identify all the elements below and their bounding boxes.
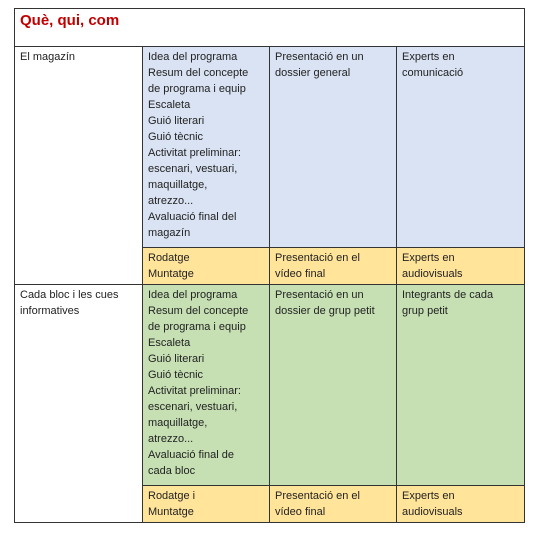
production-cell	[143, 248, 270, 285]
production-line: Muntatge	[148, 506, 194, 518]
activity-item: escenari, vestuari,	[148, 163, 238, 175]
activity-item: Guió literari	[148, 353, 205, 365]
who-line: Integrants de cada	[402, 289, 494, 301]
presentation-cell	[270, 285, 397, 486]
production-who-line: Experts en	[402, 252, 455, 264]
presentation-line: dossier general	[275, 67, 351, 79]
table-row	[15, 285, 525, 486]
production-presentation-line: vídeo final	[275, 268, 326, 280]
production-presentation-line: Presentació en el	[275, 490, 360, 502]
production-who-cell	[397, 486, 525, 523]
title-cell	[15, 9, 525, 47]
row-label-line: Cada bloc i les cues	[20, 289, 119, 301]
production-who-line: audiovisuals	[402, 506, 463, 518]
activity-item: Resum del concepte	[148, 67, 249, 79]
activity-item: atrezzo...	[148, 195, 194, 207]
activity-item: de programa i equip	[148, 321, 246, 333]
activity-item: Avaluació final de	[148, 449, 235, 461]
production-presentation-line: Presentació en el	[275, 252, 360, 264]
row-label-line: informatives	[20, 305, 80, 317]
table-row	[15, 47, 525, 248]
production-who-line: Experts en	[402, 490, 455, 502]
activity-item: Activitat preliminar:	[148, 385, 241, 397]
activity-item: Escaleta	[148, 99, 191, 111]
production-cell	[143, 486, 270, 523]
activity-item: Idea del programa	[148, 289, 238, 301]
activity-item: magazín	[148, 227, 191, 239]
presentation-line: Presentació en un	[275, 51, 364, 63]
planning-table	[14, 8, 525, 523]
activities-cell	[143, 47, 270, 248]
production-presentation-cell	[270, 486, 397, 523]
activity-item: Guió tècnic	[148, 369, 204, 381]
activity-item: Escaleta	[148, 337, 191, 349]
activity-item: escenari, vestuari,	[148, 401, 238, 413]
activity-item: maquillatge,	[148, 417, 208, 429]
production-who-line: audiovisuals	[402, 268, 463, 280]
presentation-line: dossier de grup petit	[275, 305, 375, 317]
who-line: comunicació	[402, 67, 464, 79]
row-label-cell	[15, 47, 143, 285]
who-line: Experts en	[402, 51, 455, 63]
activity-item: maquillatge,	[148, 179, 208, 191]
production-line: Rodatge i	[148, 490, 196, 502]
activities-cell	[143, 285, 270, 486]
table-title: Què, qui, com	[20, 12, 120, 29]
activity-item: Activitat preliminar:	[148, 147, 241, 159]
presentation-cell	[270, 47, 397, 248]
who-cell	[397, 47, 525, 248]
activity-item: de programa i equip	[148, 83, 246, 95]
activity-item: Idea del programa	[148, 51, 238, 63]
title-row	[15, 9, 525, 47]
production-line: Muntatge	[148, 268, 194, 280]
activity-item: Resum del concepte	[148, 305, 249, 317]
production-line: Rodatge	[148, 252, 190, 264]
row-label: El magazín	[20, 51, 76, 63]
activity-item: Avaluació final del	[148, 211, 237, 223]
activity-item: atrezzo...	[148, 433, 194, 445]
who-line: grup petit	[402, 305, 448, 317]
activity-item: Guió tècnic	[148, 131, 204, 143]
activity-item: Guió literari	[148, 115, 205, 127]
activity-item: cada bloc	[148, 465, 196, 477]
who-cell	[397, 285, 525, 486]
presentation-line: Presentació en un	[275, 289, 364, 301]
production-who-cell	[397, 248, 525, 285]
production-presentation-cell	[270, 248, 397, 285]
row-label-cell	[15, 285, 143, 523]
production-presentation-line: vídeo final	[275, 506, 326, 518]
